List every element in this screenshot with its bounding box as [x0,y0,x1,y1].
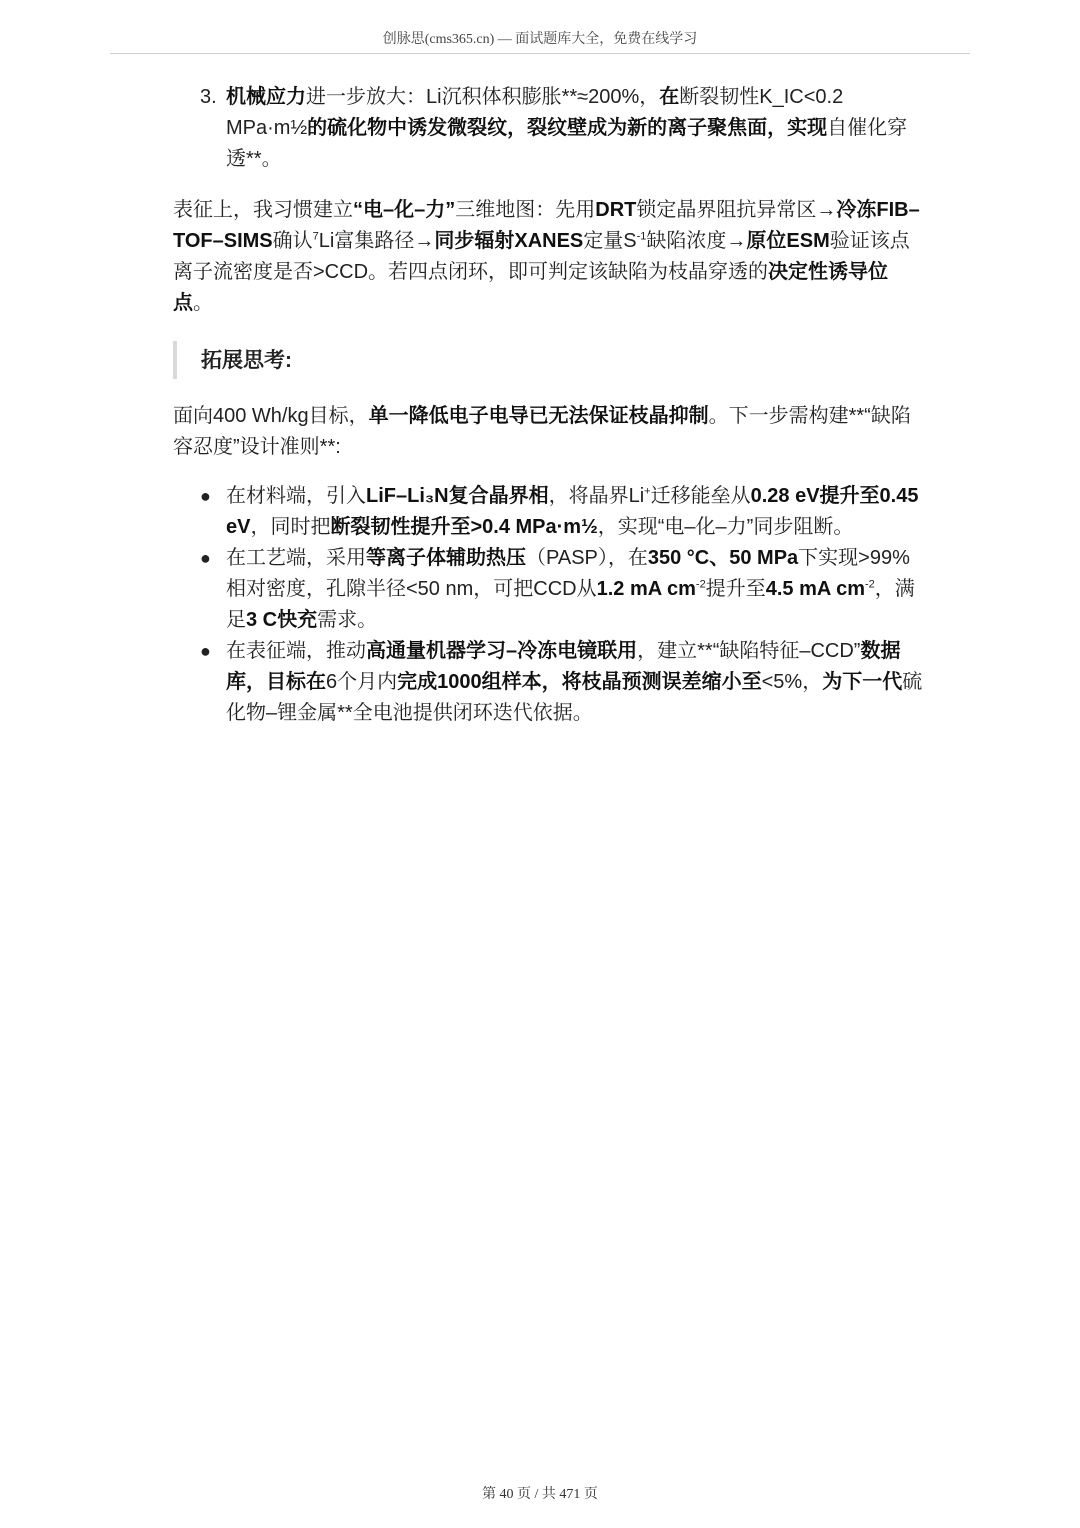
text-span: Li富集路径→ [318,230,435,252]
text-span: ，实现“电–化–力”同步阻断。 [597,516,854,538]
bullet-dot: ● [200,486,211,506]
bold-span: 数据库，目标在 [226,640,901,693]
bold-span: 等离子体辅助热压 [366,547,526,569]
text-span: ，同时把 [250,516,331,538]
bold-span: 决定性诱导位点 [173,261,889,314]
text-span: 6个月内 [326,671,398,693]
bold-span: 完成1000组样本，将枝晶预测误差缩小至 [397,671,762,693]
section-heading: 拓展思考: [201,348,292,372]
superscript: -2 [695,578,706,591]
page-header: 创脉思(cms365.cn) — 面试题库大全，免费在线学习 [382,32,698,47]
bold-span: 350 °C、50 MPa [647,547,799,569]
text-span: 定量S [583,230,637,252]
text-span: 自催化穿透**。 [226,117,908,170]
bold-mechanical-stress: 机械应力 [226,86,306,108]
text-span: 表征上，我习惯建立 [173,199,353,221]
text-span: 下实现>99%相对密度，孔隙半径<50 nm，可把CCD从 [226,547,910,600]
bold-span: 为下一代 [822,671,903,693]
superscript: -1 [636,230,647,243]
list-item-text [226,481,925,543]
text-span: ，建立**“缺陷特征–CCD” [637,640,861,662]
text-span: 锁定晶界阻抗异常区→ [636,199,837,221]
bullet-list [173,481,925,729]
text-span: 。 [193,292,213,314]
text-span: 在表征端，推动 [226,640,366,662]
list-item-text [226,636,925,729]
bold-span: 的硫化物中诱发微裂纹，裂纹壁成为新的离子聚焦面，实现 [307,117,828,139]
list-item-text [226,543,925,636]
text-span: ，将晶界Li [548,485,645,507]
page-footer: 第 40 页 / 共 471 页 [482,1487,598,1502]
bold-span: “电–化–力” [353,199,456,221]
bold-span: 同步辐射XANES [434,230,584,252]
bold-span: 0.28 eV提升至0.45 eV [226,485,919,538]
document-body [173,82,925,729]
text-span: 提升至 [705,578,766,600]
item-number: 3. [200,86,217,108]
bold-span: 在 [659,86,680,108]
characterization-paragraph [173,195,925,319]
text-span: ，满足 [226,578,915,631]
bullet-dot: ● [200,641,211,661]
item-3-text [226,82,925,175]
text-span: （PASP），在 [526,547,648,569]
text-span: 迁移能垒从 [650,485,751,507]
superscript: + [644,485,651,498]
list-item [200,481,925,543]
text-span: 断裂韧性K_IC<0.2 MPa·m½ [226,86,844,139]
superscript: -2 [865,578,875,591]
text-span: 三维地图：先用 [455,199,596,221]
text-span: 进一步放大：Li沉积体积膨胀**≈200%， [306,86,660,108]
text-span: 硫化物–锂金属**全电池提供闭环迭代依据。 [226,671,923,724]
text-span: 验证该点离子流密度是否>CCD。若四点闭环，即可判定该缺陷为枝晶穿透的 [173,230,910,283]
bullet-dot: ● [200,548,211,568]
bold-span: 冷冻FIB–TOF–SIMS [173,199,920,252]
outlook-paragraph [173,401,925,463]
bold-span: 4.5 mA cm [765,578,866,600]
bold-span: DRT [595,199,637,221]
text-span: 面向400 Wh/kg目标， [173,405,369,427]
list-item [200,636,925,729]
text-span: 。下一步需构建**“缺陷容忍度”设计准则**: [173,405,911,458]
text-span: 确认 [272,230,313,252]
list-item [200,543,925,636]
text-span: 缺陷浓度→ [646,230,747,252]
text-span: 在材料端，引入 [226,485,366,507]
bold-span: 单一降低电子电导已无法保证枝晶抑制 [368,405,709,427]
superscript: 7 [312,230,319,243]
numbered-item-3 [200,82,925,175]
text-span: <5%， [761,671,823,693]
text-span: 在工艺端，采用 [226,547,366,569]
extended-thinking-blockquote [173,341,925,379]
bold-span: 3 C快充 [246,609,318,631]
text-span: 需求。 [317,609,378,631]
header-divider [110,53,970,54]
bold-span: 1.2 mA cm [596,578,696,600]
bold-span: 原位ESM [746,230,830,252]
bold-span: 断裂韧性提升至>0.4 MPa·m½ [330,516,598,538]
bold-span: LiF–Li₃N复合晶界相 [366,485,549,507]
bold-span: 高通量机器学习–冷冻电镜联用 [366,640,638,662]
